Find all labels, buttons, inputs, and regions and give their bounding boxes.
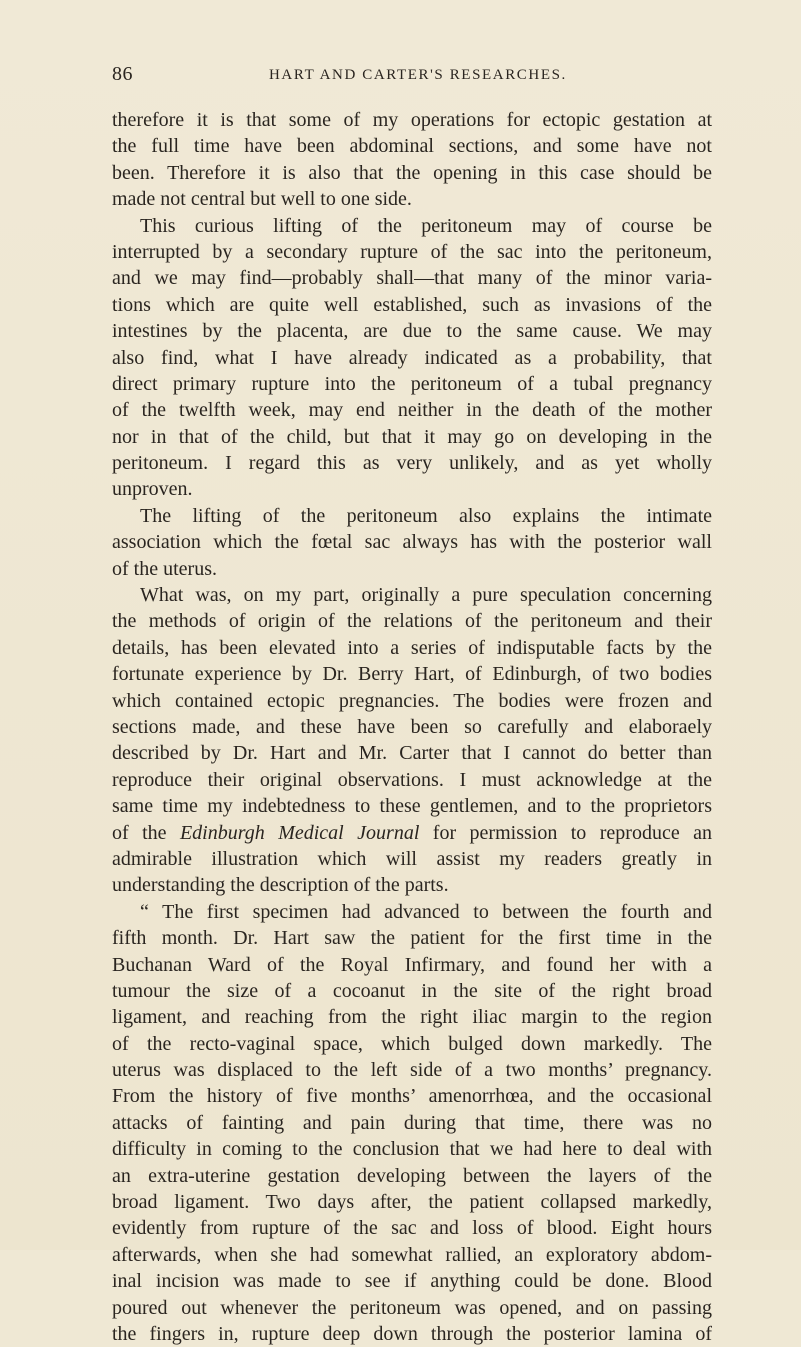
text-line: nor in that of the child, but that it may go on developing in the	[112, 425, 712, 448]
journal-line-before: of the	[112, 821, 180, 844]
text-line: evidently from rupture of the sac and loss of blood. Eight hours	[112, 1217, 712, 1240]
text-line: association which the fœtal sac always has with the posterior wall	[112, 531, 712, 554]
text-line: made not central but well to one side.	[112, 188, 412, 211]
text-line: been. Therefore it is also that the opening in this case should be	[112, 161, 712, 184]
text-line: fifth month. Dr. Hart saw the patient for the first time in the	[112, 927, 712, 950]
text-line: the full time have been abdominal sections, and some have not	[112, 135, 712, 158]
text-line: an extra-uterine gestation developing between the layers of the	[112, 1164, 712, 1187]
running-title: HART AND CARTER'S RESEARCHES.	[269, 67, 567, 83]
text-line: tumour the size of a cocoanut in the site of the right broad	[112, 979, 712, 1002]
journal-line-after: for permission to reproduce an	[419, 821, 712, 844]
text-line: difficulty in coming to the conclusion that we had here to deal with	[112, 1138, 712, 1161]
page-number: 86	[112, 63, 133, 85]
text-line: the fingers in, rupture deep down through the posterior lamina of	[112, 1322, 712, 1345]
text-line: of the recto-vaginal space, which bulged down markedly. The	[112, 1032, 712, 1055]
text-line: inal incision was made to see if anything could be done. Blood	[112, 1270, 712, 1293]
text-line: same time my indebtedness to these gentlemen, and to the proprietors	[112, 795, 712, 818]
text-line: understanding the description of the parts.	[112, 874, 449, 897]
text-line: peritoneum. I regard this as very unlikely, and as yet wholly	[112, 452, 712, 475]
text-line: direct primary rupture into the peritoneum of a tubal pregnancy	[112, 372, 712, 395]
body-text	[112, 107, 712, 1347]
running-head	[112, 63, 712, 93]
text-line: of the twelfth week, may end neither in the death of the mother	[112, 399, 712, 422]
text-line: details, has been elevated into a series of indisputable facts by the	[112, 636, 712, 659]
text-line: the methods of origin of the relations of the peritoneum and their	[112, 610, 712, 633]
text-line: Buchanan Ward of the Royal Infirmary, and found her with a	[112, 953, 712, 976]
text-line: which contained ectopic pregnancies. The bodies were frozen and	[112, 689, 712, 712]
text-line: fortunate experience by Dr. Berry Hart, of Edinburgh, of two bodies	[112, 663, 712, 686]
text-line: uterus was displaced to the left side of a two months’ pregnancy.	[112, 1059, 712, 1082]
text-line: “ The first specimen had advanced to between the fourth and	[140, 900, 712, 923]
text-line: described by Dr. Hart and Mr. Carter that I cannot do better than	[112, 742, 712, 765]
text-line: and we may find—probably shall—that many of the minor varia-	[112, 267, 712, 290]
text-line: This curious lifting of the peritoneum may of course be	[140, 214, 712, 237]
text-line: poured out whenever the peritoneum was opened, and on passing	[112, 1296, 712, 1319]
journal-title: Edinburgh Medical Journal	[179, 821, 420, 844]
text-line: therefore it is that some of my operations for ectopic gestation at	[112, 109, 712, 131]
text-line: reproduce their original observations. I must acknowledge at the	[112, 768, 712, 791]
text-line: broad ligament. Two days after, the patient collapsed markedly,	[112, 1191, 712, 1214]
text-line: From the history of five months’ amenorrhœa, and the occasional	[112, 1085, 712, 1108]
text-line: ligament, and reaching from the right iliac margin to the region	[112, 1006, 712, 1029]
text-line: afterwards, when she had somewhat rallied, an exploratory abdom-	[112, 1243, 712, 1266]
text-line: admirable illustration which will assist my readers greatly in	[112, 847, 712, 870]
text-line: The lifting of the peritoneum also explains the intimate	[140, 504, 712, 527]
text-line-journal	[112, 820, 712, 846]
text-line: attacks of fainting and pain during that time, there was no	[112, 1111, 712, 1134]
text-line: intestines by the placenta, are due to the same cause. We may	[112, 320, 712, 343]
text-line: sections made, and these have been so carefully and elaboraely	[112, 715, 712, 738]
text-line: of the uterus.	[112, 557, 217, 580]
text-line: unproven.	[112, 478, 193, 501]
text-line: What was, on my part, originally a pure speculation concerning	[140, 584, 712, 607]
text-line: also find, what I have already indicated as a probability, that	[112, 346, 712, 369]
text-line: interrupted by a secondary rupture of the sac into the peritoneum,	[112, 240, 712, 263]
text-line: tions which are quite well established, such as invasions of the	[112, 293, 712, 316]
